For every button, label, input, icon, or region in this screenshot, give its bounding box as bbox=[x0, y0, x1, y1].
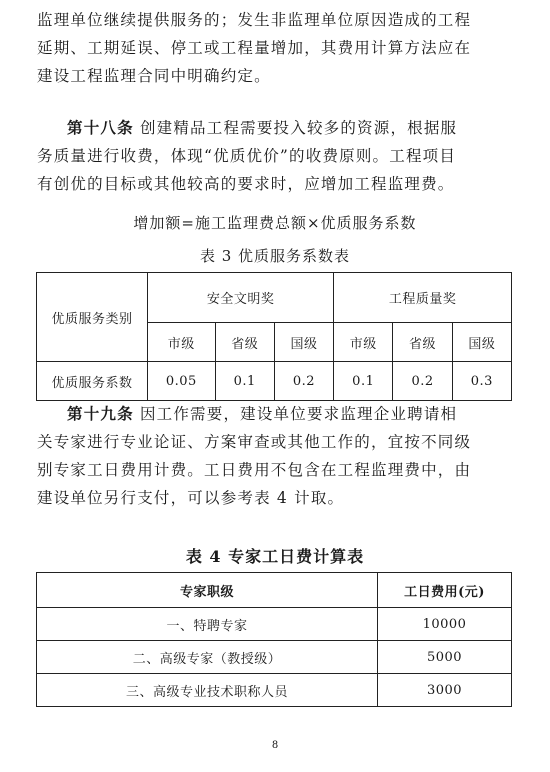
text-line: 别专家工日费用计费。工日费用不包含在工程监理费中，由 bbox=[37, 461, 472, 479]
text-line: 监理单位继续提供服务的；发生非监理单位原因造成的工程 bbox=[37, 11, 472, 29]
article-19 bbox=[37, 400, 513, 512]
table4-header-fee: 工日费用(元) bbox=[378, 573, 512, 608]
text-span: 因工作需要，建设单位要求监理企业聘请相 bbox=[133, 405, 458, 423]
table3-row-header: 优质服务类别 bbox=[37, 273, 148, 362]
table3-coef-cell: 0.1 bbox=[334, 362, 393, 401]
table4-level-cell: 三、高级专业技术职称人员 bbox=[37, 674, 378, 707]
article-18-heading: 第十八条 bbox=[67, 118, 134, 137]
table3 bbox=[36, 272, 512, 401]
text-line bbox=[37, 400, 513, 428]
table3-coef-cell: 0.2 bbox=[274, 362, 333, 401]
paragraph-continuation bbox=[37, 6, 513, 90]
table3-coef-cell: 0.2 bbox=[393, 362, 452, 401]
table4-fee-cell: 3000 bbox=[378, 674, 512, 707]
article-19-heading: 第十九条 bbox=[67, 404, 134, 423]
text-line: 延期、工期延误、停工或工程量增加，其费用计算方法应在 bbox=[37, 39, 472, 57]
text-line: 有创优的目标或其他较高的要求时，应增加工程监理费。 bbox=[37, 175, 455, 193]
table3-level-cell: 市级 bbox=[148, 323, 216, 362]
table4-caption: 表 4 专家工日费计算表 bbox=[185, 547, 365, 566]
formula: 增加额=施工监理费总额×优质服务系数 bbox=[133, 214, 417, 232]
text-line: 关专家进行专业论证、方案审查或其他工作的，宜按不同级 bbox=[37, 433, 472, 451]
table3-level-cell: 市级 bbox=[334, 323, 393, 362]
table3-group-quality: 工程质量奖 bbox=[334, 273, 512, 323]
table3-coef-cell: 0.1 bbox=[215, 362, 274, 401]
table3-coef-cell: 0.3 bbox=[452, 362, 511, 401]
table4-level-cell: 二、高级专家（教授级） bbox=[37, 641, 378, 674]
text-line: 务质量进行收费，体现“优质优价”的收费原则。工程项目 bbox=[37, 147, 457, 165]
table4-fee-cell: 10000 bbox=[378, 608, 512, 641]
text-span: 创建精品工程需要投入较多的资源，根据服 bbox=[133, 119, 458, 137]
table4-fee-cell: 5000 bbox=[378, 641, 512, 674]
table4 bbox=[36, 572, 512, 707]
text-line bbox=[37, 114, 513, 142]
table3-coef-cell: 0.05 bbox=[148, 362, 216, 401]
table3-caption: 表 3 优质服务系数表 bbox=[199, 247, 351, 265]
table3-group-safety: 安全文明奖 bbox=[148, 273, 334, 323]
table4-header-level: 专家职级 bbox=[37, 573, 378, 608]
page-number: 8 bbox=[271, 740, 279, 751]
table3-level-cell: 省级 bbox=[393, 323, 452, 362]
table4-level-cell: 一、特聘专家 bbox=[37, 608, 378, 641]
text-line: 建设工程监理合同中明确约定。 bbox=[37, 67, 271, 85]
table3-level-cell: 省级 bbox=[215, 323, 274, 362]
table3-level-cell: 国级 bbox=[452, 323, 511, 362]
text-line: 建设单位另行支付，可以参考表 4 计取。 bbox=[37, 489, 345, 507]
article-18 bbox=[37, 114, 513, 198]
table3-coef-label: 优质服务系数 bbox=[37, 362, 148, 401]
table3-level-cell: 国级 bbox=[274, 323, 333, 362]
